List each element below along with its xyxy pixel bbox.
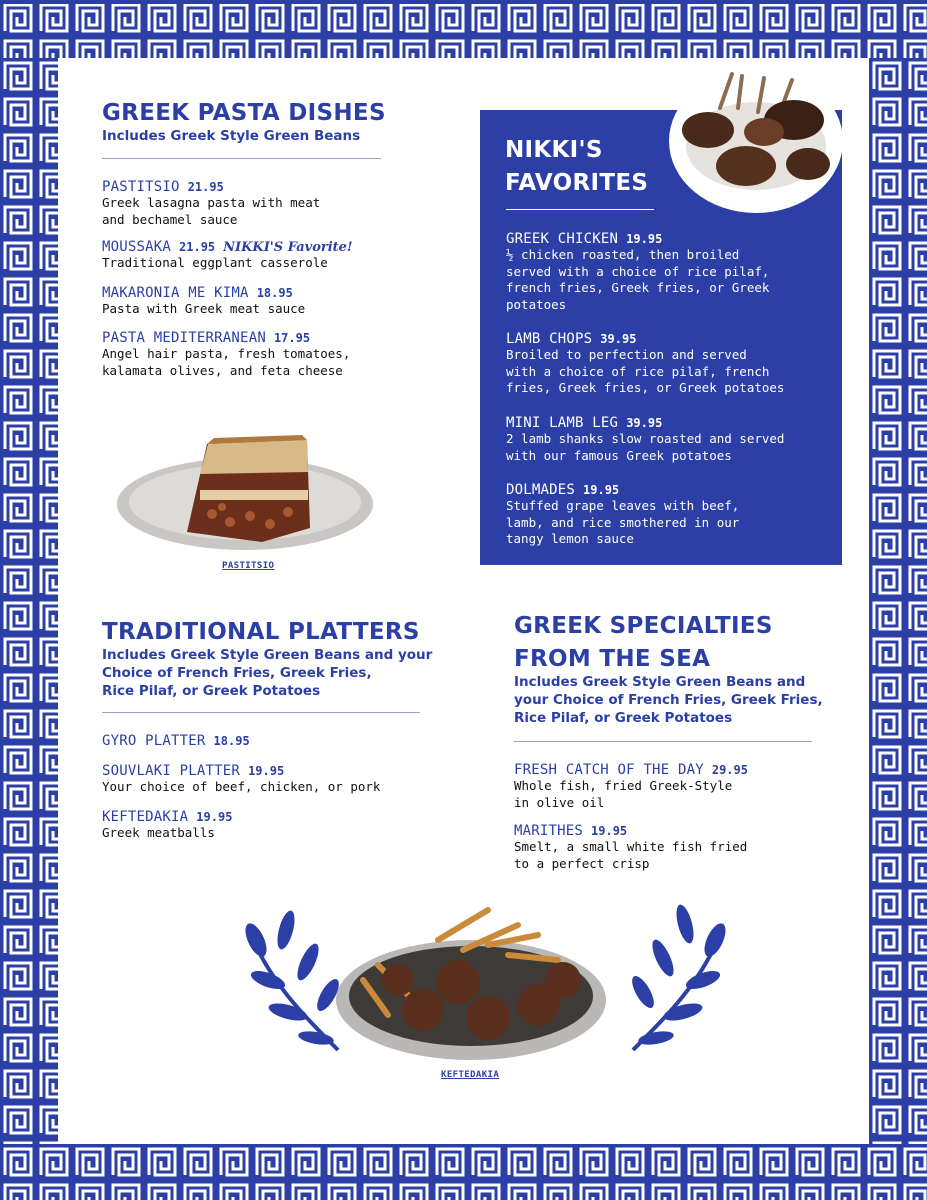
item-price: 18.95 [256, 286, 293, 300]
item-description: in olive oil [514, 794, 605, 810]
item-name: MARITHES [514, 823, 584, 839]
item-price: 19.95 [626, 232, 663, 246]
pasta-section-title: GREEK PASTA DISHES [102, 100, 386, 126]
item-price: 39.95 [626, 416, 663, 430]
item-name: MOUSSAKA [102, 239, 172, 255]
favorites-title-line2: FAVORITES [505, 170, 649, 196]
meander-border-top [0, 0, 927, 58]
lamb-chops-photo-caption: LAMB CHOPS [760, 220, 819, 230]
meander-border-right [869, 58, 927, 1144]
item-description: with a choice of rice pilaf, french [506, 363, 770, 379]
laurel-left-icon [241, 909, 343, 1050]
platters-subtitle-line2: Choice of French Fries, Greek Fries, [102, 665, 372, 681]
laurel-right-icon [628, 903, 730, 1050]
item-name: GYRO PLATTER [102, 733, 206, 749]
item-price: 21.95 [187, 180, 224, 194]
item-description: Broiled to perfection and served [506, 347, 747, 362]
item-description: ½ chicken roasted, then broiled [506, 247, 740, 262]
menu-item-keftedakia [102, 806, 232, 842]
item-description: Smelt, a small white fish fried [514, 839, 748, 854]
menu-item-mini-lamb-leg [506, 412, 784, 464]
sea-subtitle-line1: Includes Greek Style Green Beans and [514, 674, 806, 690]
lamb-chops-photo [668, 68, 844, 214]
item-description: lamb, and rice smothered in our [506, 514, 740, 530]
item-description: to a perfect crisp [514, 855, 650, 871]
item-name: PASTITSIO [102, 179, 180, 195]
item-description: Greek meatballs [102, 825, 215, 840]
keftedakia-photo-caption: KEFTEDAKIA [441, 1070, 500, 1080]
item-price: 39.95 [600, 332, 637, 346]
menu-item-fresh-catch [514, 759, 748, 811]
item-name: KEFTEDAKIA [102, 809, 189, 825]
favorites-title-line1: NIKKI'S [505, 137, 603, 163]
pastitsio-photo-caption: PASTITSIO [222, 561, 275, 571]
item-name: PASTA MEDITERRANEAN [102, 330, 266, 346]
sea-subtitle-line2: your Choice of French Fries, Greek Fries, [514, 692, 823, 708]
keftedakia-photo [238, 900, 733, 1070]
menu-item-dolmades [506, 479, 739, 548]
favorite-tag: NIKKI'S Favorite! [223, 240, 353, 255]
menu-item-moussaka [102, 236, 353, 272]
item-description: potatoes [506, 296, 567, 312]
item-description: kalamata olives, and feta cheese [102, 362, 343, 378]
meander-border-left [0, 58, 58, 1144]
item-name: MINI LAMB LEG [506, 415, 619, 431]
menu-item-souvlaki-platter [102, 760, 380, 796]
platters-subtitle-line1: Includes Greek Style Green Beans and your [102, 647, 433, 663]
item-description: and bechamel sauce [102, 211, 238, 227]
item-description: Angel hair pasta, fresh tomatoes, [102, 346, 351, 361]
item-name: LAMB CHOPS [506, 331, 593, 347]
menu-item-gyro-platter [102, 730, 250, 749]
pasta-section-subtitle: Includes Greek Style Green Beans [102, 128, 361, 144]
item-price: 18.95 [213, 734, 250, 748]
item-description: french fries, Greek fries, or Greek [506, 280, 770, 295]
item-price: 17.95 [273, 331, 311, 345]
item-name: GREEK CHICKEN [506, 231, 619, 247]
item-name: DOLMADES [506, 482, 576, 498]
sea-subtitle-line3: Rice Pilaf, or Greek Potatoes [514, 710, 733, 726]
sea-section-title-line1: GREEK SPECIALTIES [514, 613, 773, 639]
item-description: Whole fish, fried Greek-Style [514, 778, 733, 793]
meander-border-bottom [0, 1144, 927, 1200]
item-description: fries, Greek fries, or Greek potatoes [506, 380, 785, 395]
pasta-divider [102, 158, 381, 159]
menu-item-pasta-mediterranean [102, 327, 350, 379]
item-description: Greek lasagna pasta with meat [102, 195, 321, 210]
item-description: tangy lemon sauce [506, 531, 634, 546]
item-description: with our famous Greek potatoes [506, 447, 732, 463]
sea-divider [514, 741, 812, 742]
item-description: 2 lamb shanks slow roasted and served [506, 431, 785, 446]
sea-section-title-line2: FROM THE SEA [514, 646, 711, 672]
item-description: served with a choice of rice pilaf, [506, 263, 770, 279]
platters-subtitle-line3: Rice Pilaf, or Greek Potatoes [102, 683, 321, 699]
item-description: Stuffed grape leaves with beef, [506, 498, 740, 513]
item-name: SOUVLAKI PLATTER [102, 763, 241, 779]
platters-section-title: TRADITIONAL PLATTERS [102, 619, 420, 645]
item-price: 29.95 [711, 763, 748, 777]
favorites-divider [506, 209, 654, 210]
menu-item-makaronia-me-kima [102, 282, 305, 318]
item-name: MAKARONIA ME KIMA [102, 285, 249, 301]
item-price: 19.95 [196, 810, 233, 824]
item-description: Pasta with Greek meat sauce [102, 301, 306, 316]
item-description: Your choice of beef, chicken, or pork [102, 779, 381, 794]
item-price: 19.95 [583, 483, 620, 497]
item-name: FRESH CATCH OF THE DAY [514, 762, 704, 778]
item-price: 19.95 [591, 824, 628, 838]
menu-item-lamb-chops [506, 328, 784, 397]
item-description: Traditional eggplant casserole [102, 255, 328, 270]
menu-item-marithes [514, 820, 747, 872]
pastitsio-photo [112, 432, 382, 557]
item-price: 21.95 [179, 240, 216, 254]
platters-divider [102, 712, 420, 713]
item-price: 19.95 [248, 764, 285, 778]
menu-item-greek-chicken [506, 228, 769, 313]
menu-item-pastitsio [102, 176, 320, 228]
